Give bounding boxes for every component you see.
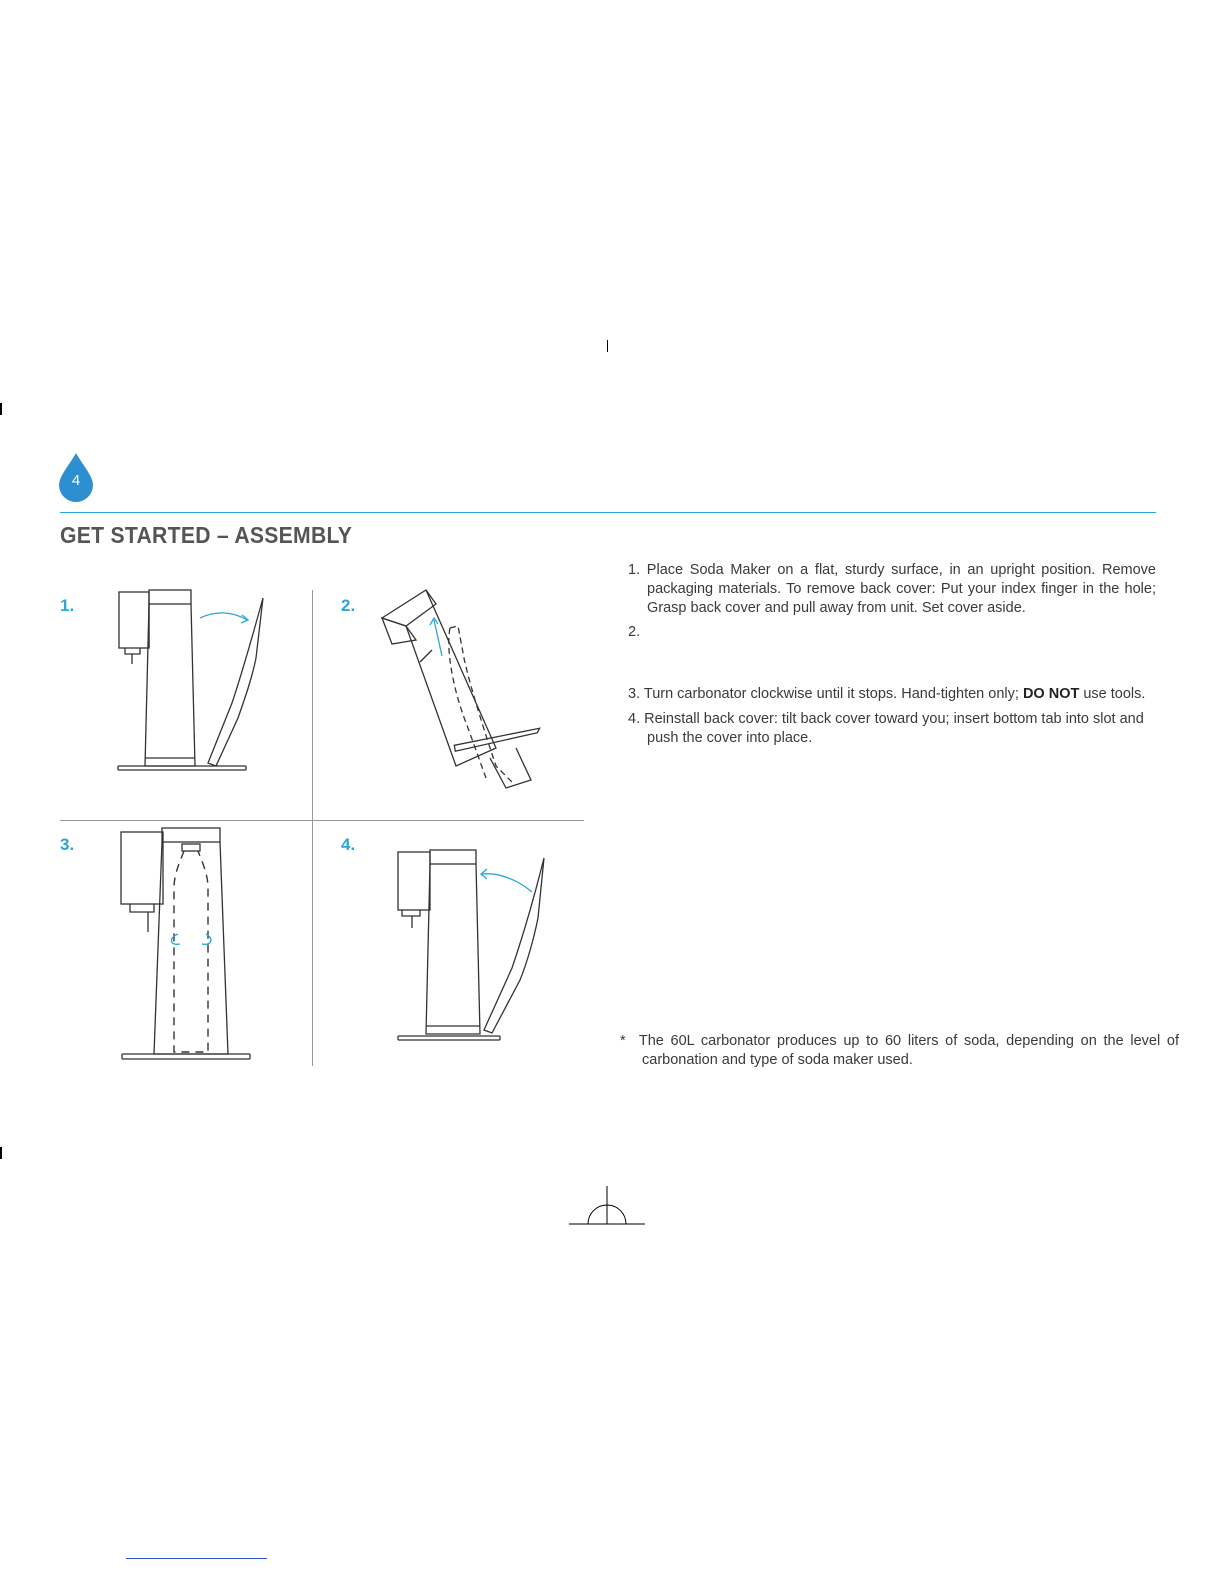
instruction-1 bbox=[628, 561, 1156, 618]
instruction-text-after: use tools. bbox=[1079, 686, 1146, 702]
instruction-text-before: Turn carbonator clockwise until it stops. Hand-tighten only; bbox=[643, 686, 1023, 702]
footnote-marker: * bbox=[620, 1033, 626, 1049]
instruction-number: 4. bbox=[628, 711, 641, 727]
footnote bbox=[620, 1032, 1179, 1070]
figure-label-1: 1. bbox=[60, 596, 75, 615]
figure-grid-divider-horizontal bbox=[60, 820, 584, 821]
figure-4-reinstall-back-cover bbox=[394, 848, 554, 1044]
figure-grid-divider-vertical bbox=[312, 590, 313, 1066]
figure-3-turn-carbonator bbox=[118, 826, 258, 1066]
registration-mark bbox=[566, 1186, 648, 1226]
instruction-text: Place Soda Maker on a flat, sturdy surface, in an upright position. Remove packaging materials. To remove back cover: Put your index finger in the hole; Grasp back cover and pull away from unit. Set cover aside. bbox=[646, 562, 1156, 616]
instruction-3 bbox=[628, 685, 1156, 704]
page-title: GET STARTED – ASSEMBLY bbox=[60, 522, 353, 548]
crop-mark-left-bottom bbox=[0, 1147, 2, 1159]
crop-mark-left-top bbox=[0, 403, 2, 415]
assembly-instructions bbox=[628, 561, 1156, 748]
footnote-text: The 60L carbonator produces up to 60 liters of soda, depending on the level of carbonation and type of soda maker used. bbox=[638, 1033, 1179, 1068]
page-number: 4 bbox=[71, 472, 81, 489]
footer-link-underline bbox=[126, 1558, 267, 1559]
instruction-4 bbox=[628, 710, 1156, 748]
instruction-emphasis: DO NOT bbox=[1022, 686, 1080, 702]
instruction-number: 3. bbox=[628, 686, 641, 702]
figure-label-2: 2. bbox=[341, 596, 356, 615]
instruction-number: 1. bbox=[628, 562, 641, 578]
figure-2-insert-carbonator bbox=[376, 588, 548, 810]
crop-mark-top bbox=[607, 340, 608, 352]
header-rule bbox=[60, 512, 1156, 513]
page-number-badge bbox=[58, 452, 94, 502]
figure-label-4: 4. bbox=[341, 835, 356, 854]
instruction-number: 2. bbox=[628, 624, 641, 640]
instruction-2 bbox=[628, 623, 1156, 680]
figure-1-remove-back-cover bbox=[112, 588, 272, 810]
instruction-text: Reinstall back cover: tilt back cover toward you; insert bottom tab into slot and push the cover into place. bbox=[644, 711, 1144, 746]
figure-label-3: 3. bbox=[60, 835, 75, 854]
